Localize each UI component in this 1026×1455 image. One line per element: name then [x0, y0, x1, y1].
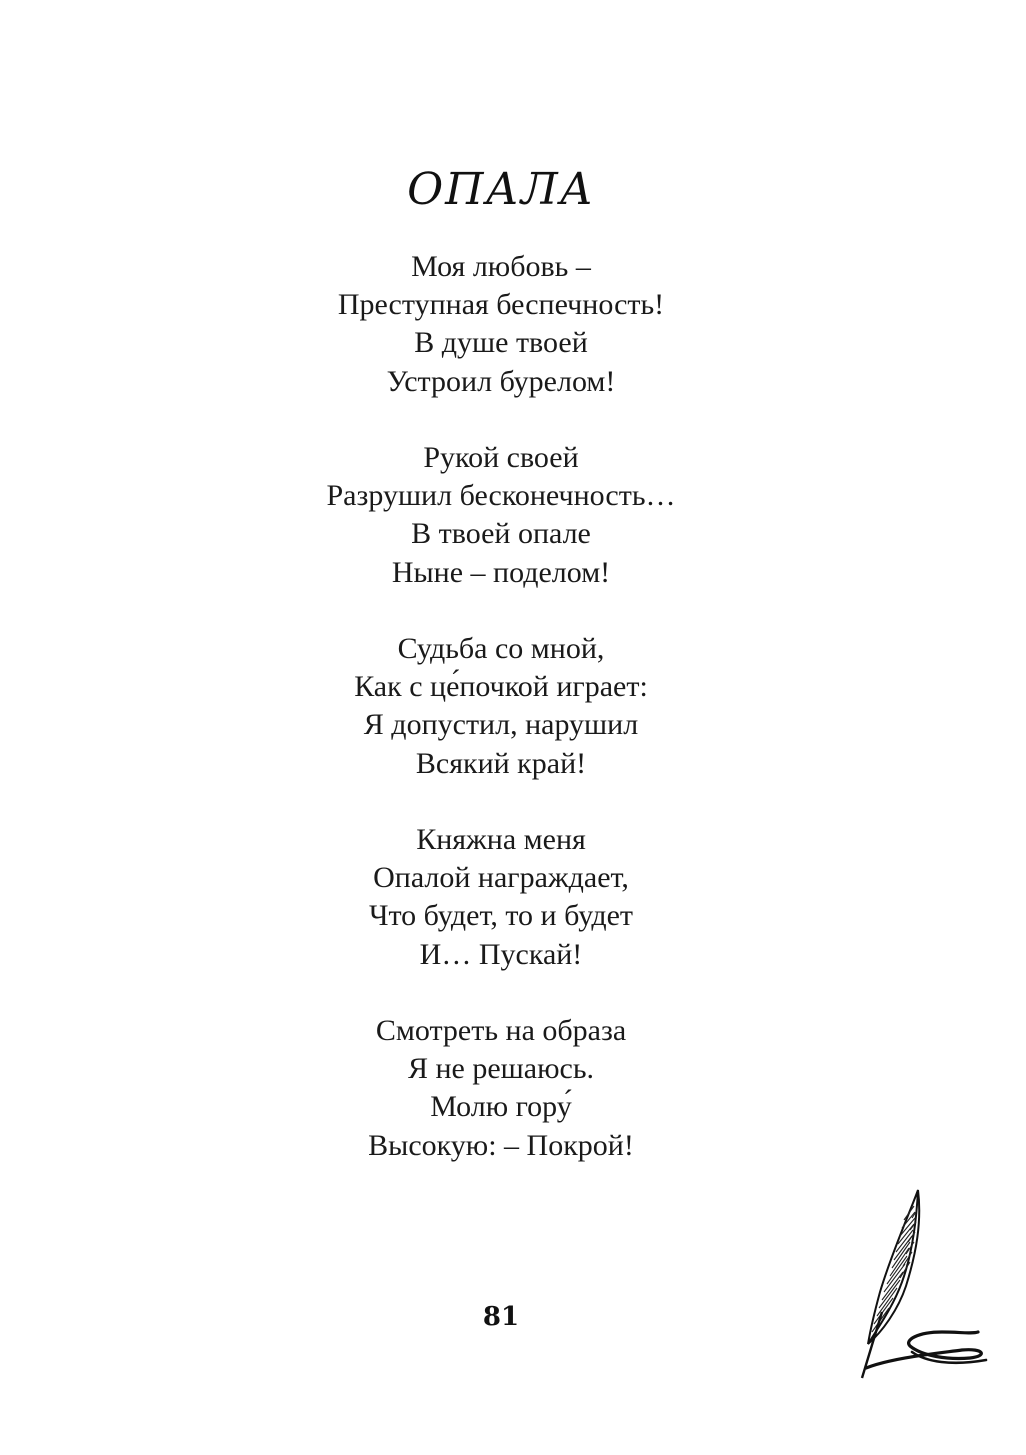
poem-line: Ныне – поделом!	[391, 555, 611, 589]
poem-line: Всякий край!	[415, 746, 587, 780]
quill-pen-icon	[852, 1182, 998, 1382]
poem-title: ОПАЛА	[407, 164, 595, 215]
poem-line: Моя любовь –	[411, 250, 591, 283]
stanza-2	[0, 439, 1002, 592]
stanza-3	[0, 630, 1002, 783]
poem-line: Устроил бурелом!	[386, 364, 616, 398]
stanza-1	[0, 248, 1002, 401]
poem-line: В душе твоей	[414, 326, 588, 360]
poem-line: Как с це́почкой играет:	[354, 670, 648, 704]
poem-line: Опалой награждает,	[373, 861, 629, 895]
poem-line: Я допустил, нарушил	[363, 708, 639, 742]
poem-line: Княжна меня	[416, 823, 586, 856]
poem-line: Высокую: – Покрой!	[368, 1128, 634, 1162]
stanza-5	[0, 1012, 1002, 1165]
poem-line: И… Пускай!	[419, 937, 583, 971]
poem-line: Молю гору́	[430, 1090, 572, 1124]
poem-line: Судьба со мной,	[397, 632, 605, 665]
page-number: 81	[482, 1302, 520, 1332]
poem-line: В твоей опале	[411, 517, 591, 551]
poem-line: Рукой своей	[423, 441, 579, 474]
poem-line: Смотреть на образа	[375, 1014, 627, 1047]
poem-body	[0, 248, 1002, 1203]
poem-line: Я не решаюсь.	[407, 1052, 595, 1086]
stanza-4	[0, 821, 1002, 974]
poem-line: Преступная беспечность!	[337, 288, 665, 322]
poem-line: Разрушил бесконечность…	[326, 479, 676, 513]
poem-line: Что будет, то и будет	[368, 899, 634, 933]
